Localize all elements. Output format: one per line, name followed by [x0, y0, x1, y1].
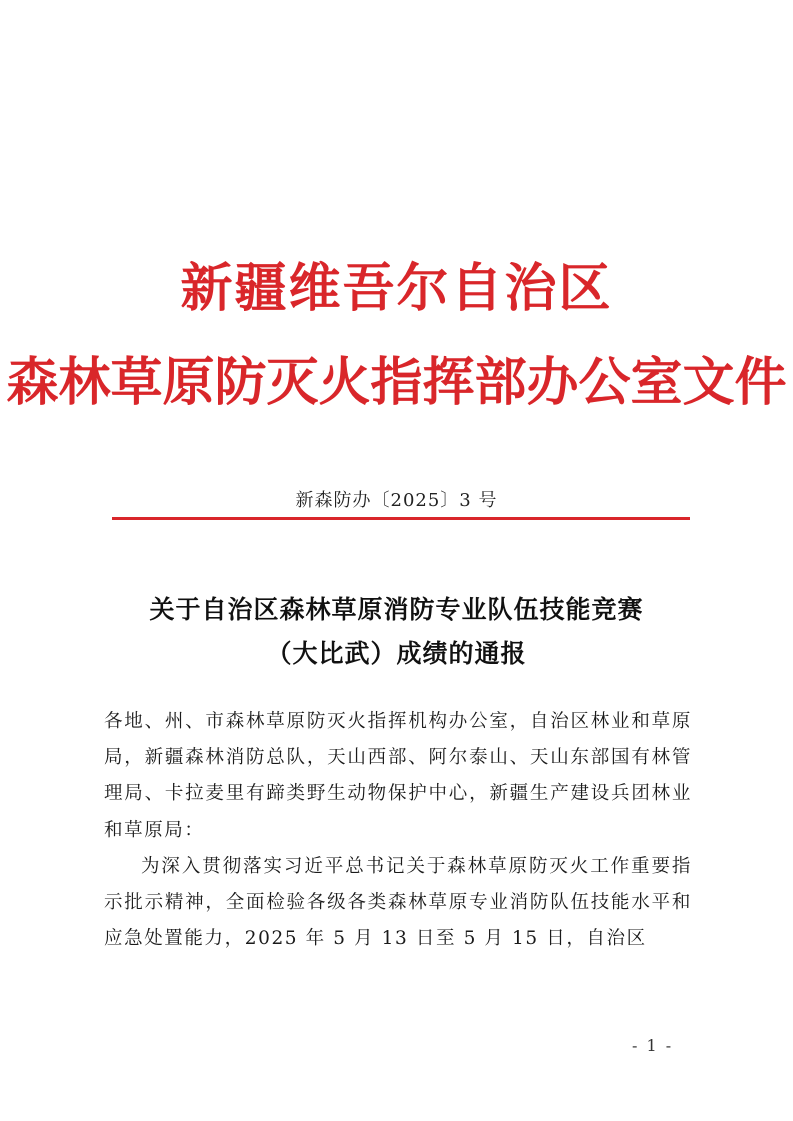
red-divider-line	[112, 517, 690, 520]
recipients-paragraph: 各地、州、市森林草原防灭火指挥机构办公室，自治区林业和草原局，新疆森林消防总队，天山西部、阿尔泰山、天山东部国有林管理局、卡拉麦里有蹄类野生动物保护中心，新疆生产建设兵团林业和草原局：	[104, 711, 692, 841]
header-title-line-2: 森林草原防灭火指挥部办公室文件	[6, 353, 787, 413]
document-number: 新森防办〔2025〕3 号	[295, 490, 498, 511]
body-paragraph: 为深入贯彻落实习近平总书记关于森林草原防灭火工作重要指示批示精神，全面检验各级各类森林草原专业消防队伍技能水平和应急处置能力，2025 年 5 月 13 日至 5 月 15 日，自治区	[104, 855, 692, 950]
notice-title-line-2: （大比武）成绩的通报	[266, 639, 527, 668]
document-body	[104, 704, 692, 957]
notice-title-line-1: 关于自治区森林草原消防专业队伍技能竞赛	[149, 595, 644, 624]
header-title-line-1: 新疆维吾尔自治区	[180, 259, 613, 319]
page-number: - 1 -	[632, 1036, 674, 1055]
